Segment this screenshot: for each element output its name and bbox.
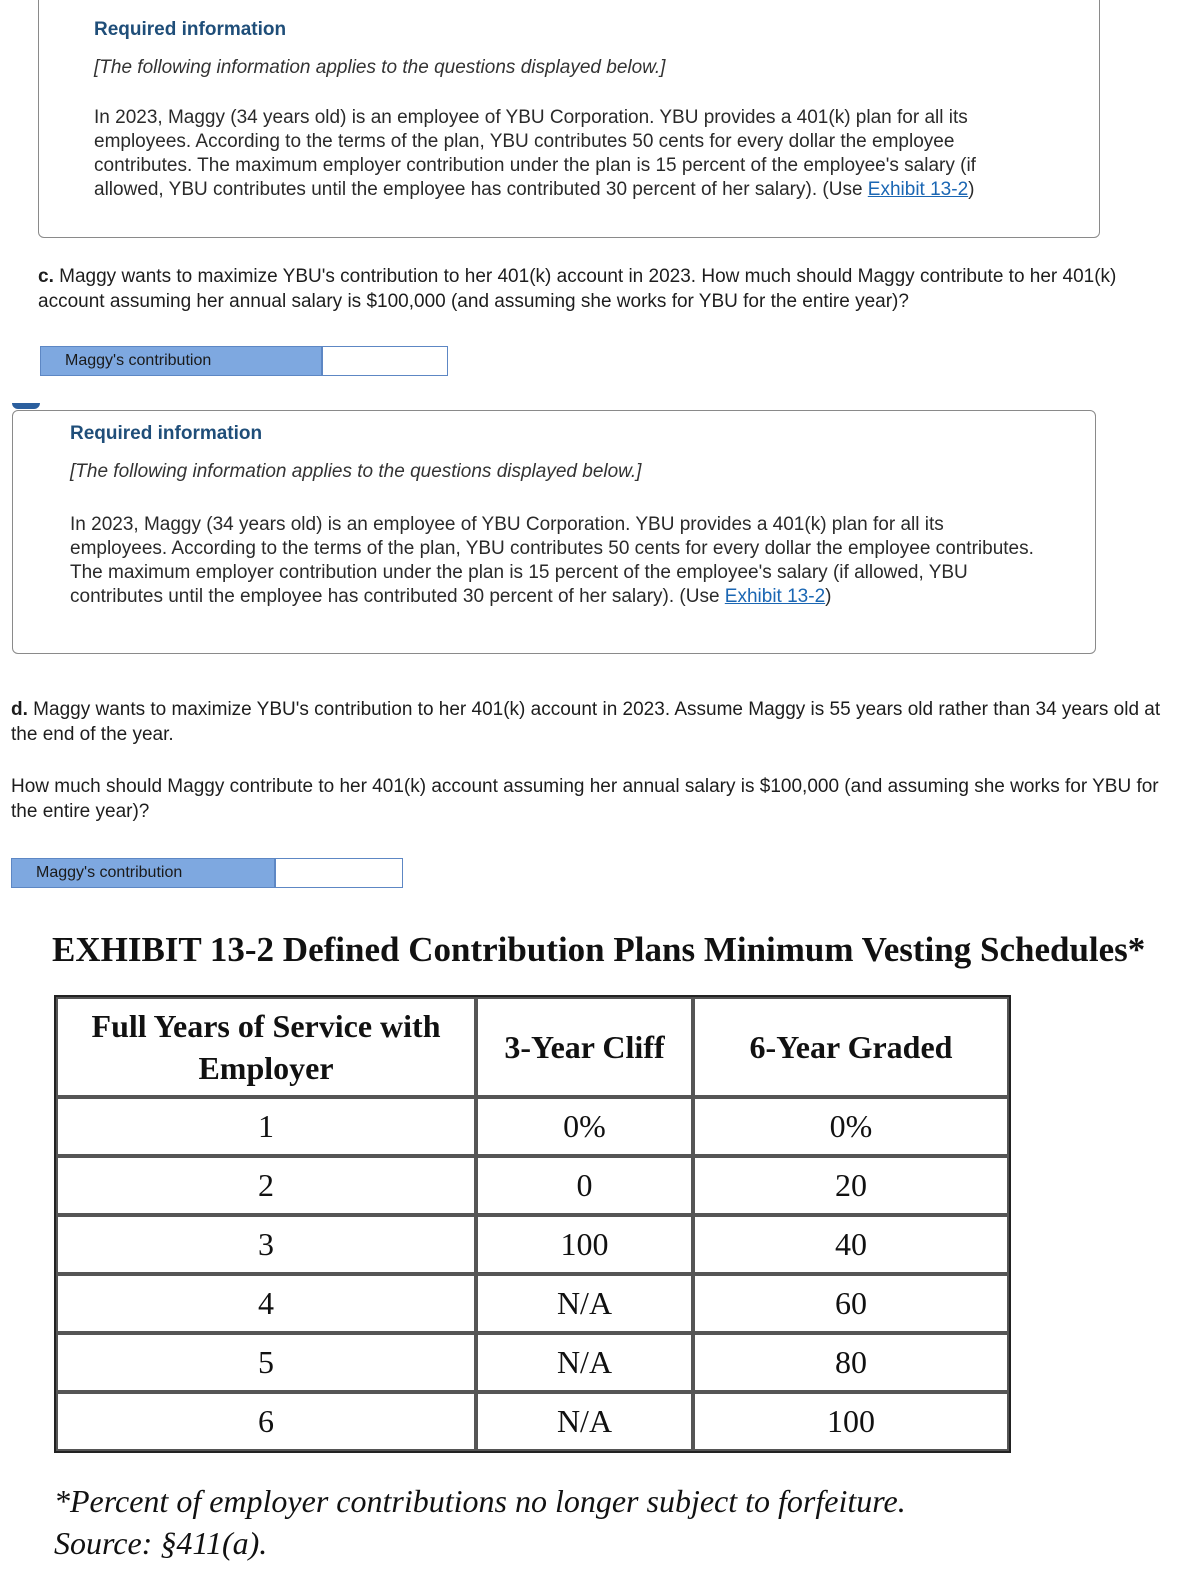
question-letter: c. [38,266,54,287]
required-info-box-1 [38,0,1100,238]
table-cell: 0% [693,1097,1009,1156]
required-info-title: Required information [94,19,287,40]
table-cell: 5 [56,1333,476,1392]
table-header-row [56,997,1009,1097]
paragraph-end: ) [968,179,975,200]
column-header-years: Full Years of Service with Employer [56,997,476,1097]
exhibit-footnote [54,1480,906,1564]
table-row [56,1392,1009,1451]
required-info-intro: [The following information applies to the questions displayed below.] [94,57,666,78]
table-cell: 0% [476,1097,693,1156]
answer-label: Maggy's contribution [11,858,275,888]
table-cell: 1 [56,1097,476,1156]
paragraph-end: ) [825,586,832,607]
table-cell: 100 [476,1215,693,1274]
column-header-graded: 6-Year Graded [693,997,1009,1097]
table-cell: 100 [693,1392,1009,1451]
table-cell: 20 [693,1156,1009,1215]
required-info-paragraph [70,513,1045,609]
required-info-box-2 [12,410,1096,654]
table-cell: 4 [56,1274,476,1333]
vesting-schedule-table [54,995,1011,1453]
required-info-title: Required information [70,423,263,444]
question-c [38,264,1148,314]
table-row [56,1215,1009,1274]
table-cell: 2 [56,1156,476,1215]
paragraph-text: In 2023, Maggy (34 years old) is an employee of YBU Corporation. YBU provides a 401(k) plan for all its employees. According to the terms of the plan, YBU contributes 50 cents for every dollar the employee contributes. The maximum employer contribution under the plan is 15 percent of the employee's salary (if allowed, YBU contributes until the employee has contributed 30 percent of her salary). (Use [70,514,1034,607]
answer-label: Maggy's contribution [40,346,322,376]
table-row [56,1274,1009,1333]
table-row [56,1097,1009,1156]
footnote-source: Source: §411(a). [54,1525,268,1561]
required-info-paragraph [94,106,1039,202]
table-cell: 0 [476,1156,693,1215]
answer-row-d [11,858,403,888]
table-cell: 60 [693,1274,1009,1333]
contribution-input-c[interactable] [322,346,448,376]
column-header-cliff: 3-Year Cliff [476,997,693,1097]
table-row [56,1156,1009,1215]
table-cell: N/A [476,1333,693,1392]
paragraph-text: In 2023, Maggy (34 years old) is an employee of YBU Corporation. YBU provides a 401(k) plan for all its employees. According to the terms of the plan, YBU contributes 50 cents for every dollar the employee contributes. The maximum employer contribution under the plan is 15 percent of the employee's salary (if allowed, YBU contributes until the employee has contributed 30 percent of her salary). (Use [94,107,976,200]
question-d [11,697,1161,747]
table-cell: 6 [56,1392,476,1451]
table-cell: N/A [476,1274,693,1333]
footnote-text: *Percent of employer contributions no longer subject to forfeiture. [54,1483,906,1519]
question-d-part2: How much should Maggy contribute to her 401(k) account assuming her annual salary is $100,000 (and assuming she works for YBU for the entire year)? [11,776,1159,822]
table-row [56,1333,1009,1392]
table-cell: 40 [693,1215,1009,1274]
table-cell: 80 [693,1333,1009,1392]
question-text: Maggy wants to maximize YBU's contribution to her 401(k) account in 2023. How much should Maggy contribute to her 401(k) account assuming her annual salary is $100,000 (and assuming she works for YBU for the entire year)? [38,266,1117,312]
section-marker [12,403,40,409]
question-text: Maggy wants to maximize YBU's contribution to her 401(k) account in 2023. Assume Maggy is 55 years old rather than 34 years old at the end of the year. [11,699,1161,745]
contribution-input-d[interactable] [275,858,403,888]
exhibit-link[interactable]: Exhibit 13-2 [724,586,826,607]
question-letter: d. [11,699,28,720]
required-info-intro: [The following information applies to the questions displayed below.] [70,461,642,482]
answer-row-c [40,346,448,376]
exhibit-title: EXHIBIT 13-2 Defined Contribution Plans Minimum Vesting Schedules* [52,930,1146,969]
table-cell: 3 [56,1215,476,1274]
exhibit-link[interactable]: Exhibit 13-2 [867,179,969,200]
table-cell: N/A [476,1392,693,1451]
